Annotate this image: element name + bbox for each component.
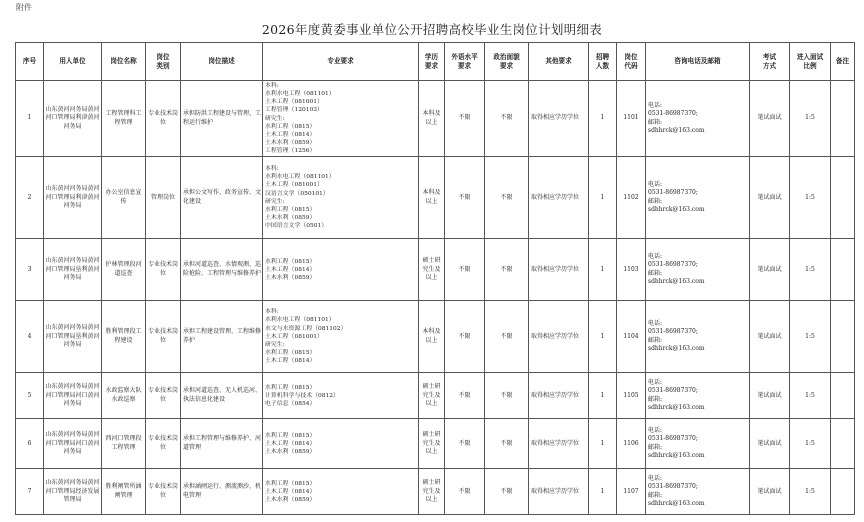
contact-line: 电话: <box>648 319 663 327</box>
header-col-description: 岗位描述 <box>181 43 263 81</box>
cell-education: 硕士研究生及以上 <box>419 419 445 469</box>
contact-line: sdhhrck@163.com <box>648 127 705 135</box>
major-line: 研究生: <box>265 115 285 122</box>
cell-exam: 笔试面试 <box>750 373 790 419</box>
cell-foreign-lang: 不限 <box>445 419 485 469</box>
contact-line: sdhhrck@163.com <box>648 345 705 353</box>
cell-code: 1103 <box>617 239 646 301</box>
cell-majors <box>263 81 419 157</box>
header-col-majors: 专业要求 <box>263 43 419 81</box>
cell-note <box>831 239 855 301</box>
cell-exam: 笔试面试 <box>750 81 790 157</box>
major-line: 汉语言文学（050101） <box>265 190 329 197</box>
major-line: 中国语言文学（0501） <box>265 223 328 230</box>
table-row <box>16 81 855 157</box>
contact-line: 0531-86987370; <box>648 328 698 336</box>
major-line: 水利工程（0815） <box>265 123 316 130</box>
cell-unit: 山东黄河河务局黄河河口管理局利津黄河河务局 <box>44 81 102 157</box>
table-header-row <box>16 43 855 81</box>
cell-majors <box>263 239 419 301</box>
position-plan-table <box>15 42 855 515</box>
contact-line: 0531-86987370; <box>648 435 698 443</box>
cell-position: 办公室信息宣传 <box>102 157 146 239</box>
cell-position: 水政监察大队水政巡察 <box>102 373 146 419</box>
contact-line: 0531-86987370; <box>648 189 698 197</box>
cell-code: 1107 <box>617 469 646 515</box>
cell-majors <box>263 373 419 419</box>
contact-line: 0531-86987370; <box>648 387 698 395</box>
cell-count: 1 <box>589 157 617 239</box>
major-line: 水利水电工程（081101） <box>265 91 335 98</box>
cell-position: 胜利闸管所涵闸管理 <box>102 469 146 515</box>
cell-no: 1 <box>16 81 44 157</box>
contact-line: 邮箱: <box>648 491 663 499</box>
cell-education: 本科及以上 <box>419 157 445 239</box>
cell-position: 护林管理段河道巡查 <box>102 239 146 301</box>
cell-exam: 笔试面试 <box>750 301 790 373</box>
contact-line: 电话: <box>648 180 663 188</box>
table-row <box>16 301 855 373</box>
cell-count: 1 <box>589 419 617 469</box>
major-line: 水利工程（0815） <box>265 349 316 356</box>
cell-foreign-lang: 不限 <box>445 469 485 515</box>
major-line: 工程管理（120103） <box>265 107 323 114</box>
contact-line: 邮箱: <box>648 395 663 403</box>
cell-ratio: 1:5 <box>790 373 831 419</box>
cell-ratio: 1:5 <box>790 239 831 301</box>
cell-description: 承担公文写作、政务宣传、文化建设 <box>181 157 263 239</box>
major-line: 土木水利（0859） <box>265 274 316 281</box>
table-row <box>16 469 855 515</box>
header-col-education: 学历 要求 <box>419 43 445 81</box>
cell-category: 专业技术岗位 <box>146 373 181 419</box>
major-line: 土木水利（0859） <box>265 139 316 146</box>
header-col-other: 其他要求 <box>529 43 589 81</box>
cell-other: 取得相应学历学位 <box>529 373 589 419</box>
cell-political: 不限 <box>485 301 529 373</box>
major-line: 水利工程（0815） <box>265 480 316 487</box>
table-row <box>16 157 855 239</box>
contact-line: 邮箱: <box>648 269 663 277</box>
cell-ratio: 1:5 <box>790 419 831 469</box>
cell-code: 1105 <box>617 373 646 419</box>
contact-line: 电话: <box>648 474 663 482</box>
cell-political: 不限 <box>485 81 529 157</box>
cell-note <box>831 419 855 469</box>
cell-code: 1106 <box>617 419 646 469</box>
contact-line: sdhhrck@163.com <box>648 278 705 286</box>
major-line: 土木水利（0859） <box>265 215 316 222</box>
major-line: 土木工程（0814） <box>265 440 316 447</box>
major-line: 水利工程（0815） <box>265 384 316 391</box>
cell-political: 不限 <box>485 239 529 301</box>
major-line: 土木工程（0814） <box>265 488 316 495</box>
major-line: 工程管理（1256） <box>265 148 316 155</box>
cell-code: 1102 <box>617 157 646 239</box>
major-line: 土木工程（081001） <box>265 182 323 189</box>
cell-no: 3 <box>16 239 44 301</box>
major-line: 水利工程（0815） <box>265 432 316 439</box>
cell-position: 工程管理科工程管理 <box>102 81 146 157</box>
cell-contact <box>646 419 750 469</box>
table-row <box>16 419 855 469</box>
cell-note <box>831 301 855 373</box>
header-col-unit: 用人单位 <box>44 43 102 81</box>
header-col-ratio: 进入面试 比例 <box>790 43 831 81</box>
major-line: 土木水利（0859） <box>265 448 316 455</box>
cell-foreign-lang: 不限 <box>445 373 485 419</box>
major-line: 土木工程（0814） <box>265 266 316 273</box>
cell-foreign-lang: 不限 <box>445 301 485 373</box>
contact-line: 邮箱: <box>648 118 663 126</box>
cell-foreign-lang: 不限 <box>445 81 485 157</box>
cell-count: 1 <box>589 239 617 301</box>
contact-line: 0531-86987370; <box>648 483 698 491</box>
cell-foreign-lang: 不限 <box>445 239 485 301</box>
cell-unit: 山东黄河河务局黄河河口管理局垦利黄河河务局 <box>44 239 102 301</box>
major-line: 土木工程（0814） <box>265 131 316 138</box>
major-line: 电子信息（0854） <box>265 400 316 407</box>
cell-position: 胜利管理段工程建设 <box>102 301 146 373</box>
cell-unit: 山东黄河河务局黄河河口管理局河口黄河河务局 <box>44 373 102 419</box>
major-line: 研究生: <box>265 341 285 348</box>
cell-description: 承担河道巡查、无人机巡河、执法信息化建设 <box>181 373 263 419</box>
contact-line: 邮箱: <box>648 197 663 205</box>
major-line: 研究生: <box>265 198 285 205</box>
cell-education: 硕士研究生及以上 <box>419 373 445 419</box>
cell-count: 1 <box>589 469 617 515</box>
cell-no: 5 <box>16 373 44 419</box>
cell-count: 1 <box>589 373 617 419</box>
cell-no: 6 <box>16 419 44 469</box>
contact-line: 0531-86987370; <box>648 261 698 269</box>
contact-line: sdhhrck@163.com <box>648 206 705 214</box>
cell-description: 承担工程管理与维修养护、河道管理 <box>181 419 263 469</box>
cell-unit: 山东黄河河务局黄河河口管理局河口黄河河务局 <box>44 419 102 469</box>
cell-no: 7 <box>16 469 44 515</box>
major-line: 土木水利（0859） <box>265 496 316 503</box>
cell-foreign-lang: 不限 <box>445 157 485 239</box>
cell-description: 承担防洪工程建设与管理、工程运行维护 <box>181 81 263 157</box>
page-title: 2026年度黄委事业单位公开招聘高校毕业生岗位计划明细表 <box>261 22 603 37</box>
cell-other: 取得相应学历学位 <box>529 81 589 157</box>
major-line: 水利工程（0815） <box>265 258 316 265</box>
cell-other: 取得相应学历学位 <box>529 469 589 515</box>
cell-other: 取得相应学历学位 <box>529 301 589 373</box>
cell-contact <box>646 301 750 373</box>
cell-code: 1101 <box>617 81 646 157</box>
cell-exam: 笔试面试 <box>750 239 790 301</box>
cell-majors <box>263 157 419 239</box>
cell-count: 1 <box>589 81 617 157</box>
cell-exam: 笔试面试 <box>750 419 790 469</box>
cell-no: 4 <box>16 301 44 373</box>
contact-line: sdhhrck@163.com <box>648 500 705 508</box>
header-col-code: 岗位 代码 <box>617 43 646 81</box>
major-line: 土木工程（081001） <box>265 99 323 106</box>
major-line: 水利水电工程（081101） <box>265 174 335 181</box>
header-col-position: 岗位名称 <box>102 43 146 81</box>
cell-no: 2 <box>16 157 44 239</box>
cell-other: 取得相应学历学位 <box>529 157 589 239</box>
cell-education: 硕士研究生及以上 <box>419 239 445 301</box>
cell-other: 取得相应学历学位 <box>529 419 589 469</box>
cell-exam: 笔试面试 <box>750 469 790 515</box>
cell-category: 专业技术岗位 <box>146 301 181 373</box>
cell-category: 专业技术岗位 <box>146 239 181 301</box>
contact-line: 电话: <box>648 378 663 386</box>
cell-contact <box>646 157 750 239</box>
major-line: 本科: <box>265 166 279 173</box>
major-line: 水文与水资源工程（081102） <box>265 325 347 332</box>
contact-line: 电话: <box>648 101 663 109</box>
header-col-foreign-lang: 外语水平 要求 <box>445 43 485 81</box>
contact-line: 0531-86987370; <box>648 110 698 118</box>
major-line: 本科: <box>265 83 279 89</box>
major-line: 本科: <box>265 309 279 316</box>
cell-political: 不限 <box>485 469 529 515</box>
cell-education: 本科及以上 <box>419 81 445 157</box>
cell-description: 承担工程建设管理、工程维修养护 <box>181 301 263 373</box>
major-line: 土木工程（081001） <box>265 333 323 340</box>
contact-line: sdhhrck@163.com <box>648 404 705 412</box>
cell-unit: 山东黄河河务局黄河河口管理局利津黄河河务局 <box>44 157 102 239</box>
cell-education: 本科及以上 <box>419 301 445 373</box>
cell-political: 不限 <box>485 157 529 239</box>
cell-note <box>831 373 855 419</box>
table-row <box>16 373 855 419</box>
cell-note <box>831 81 855 157</box>
cell-contact <box>646 373 750 419</box>
cell-unit: 山东黄河河务局黄河河口管理局垦利黄河河务局 <box>44 301 102 373</box>
header-col-note: 备注 <box>831 43 855 81</box>
major-line: 水利工程（0815） <box>265 206 316 213</box>
major-line: 水利水电工程（081101） <box>265 317 335 324</box>
cell-note <box>831 157 855 239</box>
table-row <box>16 239 855 301</box>
contact-line: sdhhrck@163.com <box>648 452 705 460</box>
cell-exam: 笔试面试 <box>750 157 790 239</box>
header-col-exam: 考试 方式 <box>750 43 790 81</box>
major-line: 土木工程（0814） <box>265 358 316 365</box>
header-col-political: 政治面貌 要求 <box>485 43 529 81</box>
header-col-contact: 咨询电话及邮箱 <box>646 43 750 81</box>
cell-category: 管理岗位 <box>146 157 181 239</box>
cell-contact <box>646 81 750 157</box>
cell-ratio: 1:5 <box>790 157 831 239</box>
cell-description: 承担河道巡查、水情观测、巡险抢险、工程管理与维修养护 <box>181 239 263 301</box>
header-col-category: 岗位 类别 <box>146 43 181 81</box>
cell-position: 西河口管理段工程管理 <box>102 419 146 469</box>
cell-contact <box>646 469 750 515</box>
cell-code: 1104 <box>617 301 646 373</box>
cell-majors <box>263 469 419 515</box>
cell-note <box>831 469 855 515</box>
cell-count: 1 <box>589 301 617 373</box>
header-col-no: 序号 <box>16 43 44 81</box>
cell-other: 取得相应学历学位 <box>529 239 589 301</box>
cell-majors <box>263 419 419 469</box>
cell-description: 承担涵闸运行、测流测沙、机电管理 <box>181 469 263 515</box>
cell-category: 专业技术岗位 <box>146 81 181 157</box>
cell-political: 不限 <box>485 419 529 469</box>
cell-unit: 山东黄河河务局黄河河口管理局经济发展管理局 <box>44 469 102 515</box>
cell-category: 专业技术岗位 <box>146 419 181 469</box>
header-col-count: 招聘 人数 <box>589 43 617 81</box>
cell-ratio: 1:5 <box>790 81 831 157</box>
cell-category: 专业技术岗位 <box>146 469 181 515</box>
cell-education: 硕士研究生及以上 <box>419 469 445 515</box>
contact-line: 邮箱: <box>648 443 663 451</box>
major-line: 计算机科学与技术（0812） <box>265 392 339 399</box>
cell-majors <box>263 301 419 373</box>
cell-contact <box>646 239 750 301</box>
contact-line: 邮箱: <box>648 336 663 344</box>
cell-ratio: 1:5 <box>790 469 831 515</box>
cell-political: 不限 <box>485 373 529 419</box>
cell-ratio: 1:5 <box>790 301 831 373</box>
annex-label: 附件 <box>16 3 32 12</box>
contact-line: 电话: <box>648 426 663 434</box>
contact-line: 电话: <box>648 252 663 260</box>
